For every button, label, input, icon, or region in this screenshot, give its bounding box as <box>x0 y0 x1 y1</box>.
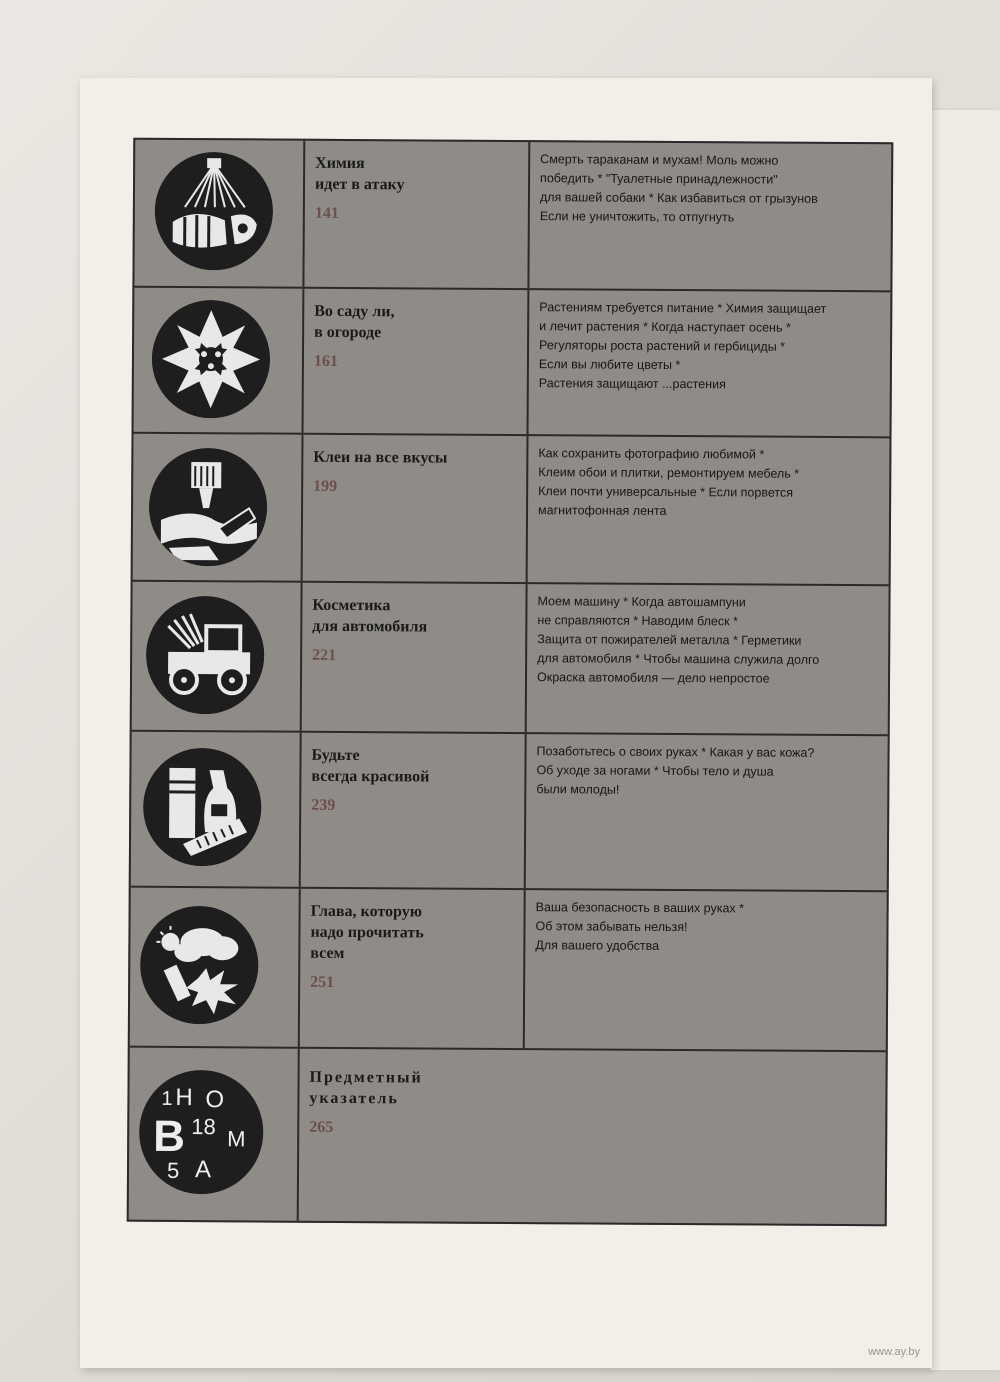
topic-line: Если не уничтожить, то отпугнуть <box>539 209 735 225</box>
index-letters-icon <box>139 1070 264 1195</box>
index-glyph: 18 <box>191 1114 216 1140</box>
chapter-title-cell <box>304 141 530 288</box>
topics-cell <box>526 734 888 890</box>
topic-line: Моем машину * Когда автошампуни <box>537 594 746 610</box>
next-page-edge <box>930 110 1000 1370</box>
topic-line: Клеим обои и плитки, ремонтируем мебель * <box>538 465 800 481</box>
chapter-title-cell <box>300 889 526 1048</box>
topics-cell <box>525 890 887 1050</box>
topics-cell <box>529 142 891 290</box>
car-icon <box>146 596 265 715</box>
chapter-title-cell <box>299 1049 886 1225</box>
topic-line: магнитофонная лента <box>538 503 667 518</box>
chapter-title: надо прочитать <box>310 923 424 942</box>
index-glyph: 1 <box>161 1087 173 1110</box>
topic-line: для вашей собаки * Как избавиться от грызунов <box>539 190 818 206</box>
table-row <box>132 582 889 737</box>
spray-insects-icon <box>155 152 274 271</box>
chapter-title: всегда красивой <box>311 767 430 786</box>
topic-line: Регуляторы роста растений и гербициды * <box>539 338 786 354</box>
topic-line: Клеи почти универсальные * Если порвется <box>538 484 794 500</box>
index-glyph: B <box>153 1111 186 1162</box>
chapter-title: для автомобиля <box>312 617 428 636</box>
icon-cell <box>132 582 303 731</box>
icon-cell <box>133 434 304 581</box>
topic-line: не справляются * Наводим блеск * <box>537 613 739 629</box>
topic-line: Как сохранить фотографию любимой * <box>538 446 765 462</box>
page-number: 221 <box>312 646 337 664</box>
chapter-title-cell <box>303 435 529 582</box>
chapter-title: в огороде <box>314 323 382 342</box>
table-row <box>134 140 891 293</box>
topic-line: и лечит растения * Когда наступает осень * <box>539 319 791 335</box>
topic-line: Об этом забывать нельзя! <box>535 919 688 935</box>
index-glyph: A <box>194 1156 212 1184</box>
table-row <box>133 434 890 587</box>
icon-cell <box>130 888 301 1047</box>
icon-cell <box>134 140 305 287</box>
index-glyph: H <box>175 1083 193 1112</box>
chapter-title: указатель <box>309 1089 399 1108</box>
topic-line: были молоды! <box>536 782 620 797</box>
chapter-title: всем <box>310 944 345 962</box>
page-number: 199 <box>313 477 338 495</box>
table-row <box>134 288 891 439</box>
index-glyph: O <box>205 1086 225 1114</box>
topic-line: Если вы любите цветы * <box>538 357 681 373</box>
topic-line: Защита от пожирателей металла * Герметики <box>537 632 802 648</box>
topics-cell <box>527 584 889 734</box>
table-row <box>131 732 888 893</box>
topic-line: Окраска автомобиля — дело непростое <box>536 670 770 686</box>
chapter-title: Предметный <box>309 1068 423 1087</box>
page-number: 239 <box>311 796 336 814</box>
chapter-title: Косметика <box>312 596 391 615</box>
page-number: 265 <box>309 1118 334 1136</box>
topic-line: Растениям требуется питание * Химия защищает <box>539 300 827 316</box>
cosmetics-icon <box>143 748 262 867</box>
explosion-icon <box>140 906 259 1025</box>
topic-line: Позаботьтесь о своих руках * Какая у вас кожа? <box>536 744 815 760</box>
chapter-title: Будьте <box>311 746 360 765</box>
topic-line: Растения защищают ...растения <box>538 376 726 392</box>
topic-line: победить * "Туалетные принадлежности" <box>540 171 778 187</box>
chapter-title-cell <box>301 733 527 888</box>
chapter-title: идет в атаку <box>314 175 405 194</box>
chapter-title: Химия <box>315 154 365 173</box>
page-number: 141 <box>314 204 339 222</box>
topic-line: Об уходе за ногами * Чтобы тело и душа <box>536 763 774 779</box>
flower-icon <box>152 300 271 419</box>
page-number: 161 <box>313 352 339 370</box>
chapter-title: Глава, которую <box>310 902 423 921</box>
topics-cell <box>529 290 891 436</box>
watermark: www.ay.by <box>868 1346 920 1358</box>
chapter-title-cell <box>304 289 530 434</box>
topic-line: Для вашего удобства <box>535 938 660 953</box>
topic-line: Смерть тараканам и мухам! Моль можно <box>540 152 779 168</box>
chapter-title-cell <box>302 583 528 732</box>
topic-line: Ваша безопасность в ваших руках * <box>535 900 745 916</box>
icon-cell <box>134 288 305 433</box>
topic-line: для автомобиля * Чтобы машина служила долго <box>537 651 820 667</box>
index-glyph: M <box>227 1126 246 1152</box>
chapter-title: Клеи на все вкусы <box>313 448 448 467</box>
contents-table <box>127 138 894 1227</box>
icon-cell <box>129 1048 300 1221</box>
index-glyph: 5 <box>166 1157 180 1183</box>
table-row <box>129 1048 886 1225</box>
table-row <box>130 888 887 1053</box>
page-number: 251 <box>310 973 335 991</box>
topics-cell <box>528 436 890 584</box>
icon-cell <box>131 732 302 887</box>
chapter-title: Во саду ли, <box>314 302 395 321</box>
glue-tube-icon <box>149 448 268 567</box>
